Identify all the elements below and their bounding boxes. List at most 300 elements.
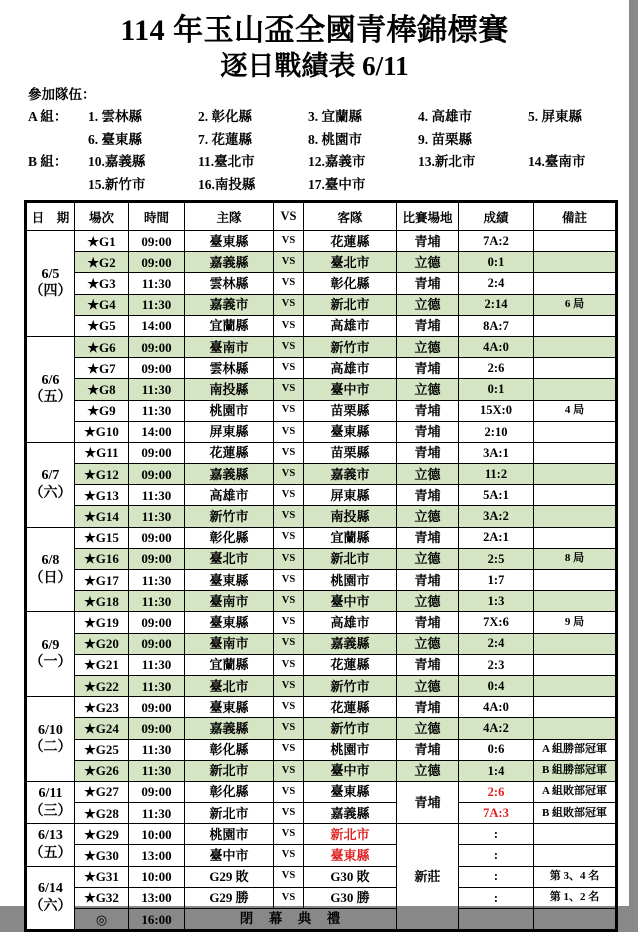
schedule-table (24, 200, 618, 932)
away-team-cell: 臺北市 (304, 252, 397, 273)
note-cell (534, 231, 617, 252)
time-cell: 11:30 (129, 485, 185, 506)
game-number-cell: ★G16 (75, 548, 129, 569)
time-cell: 11:30 (129, 760, 185, 781)
score-cell: 4A:0 (459, 336, 534, 357)
home-team-cell: 臺北市 (185, 548, 274, 569)
time-cell: 09:00 (129, 633, 185, 654)
vs-cell: VS (274, 506, 304, 527)
away-team-cell: 花蓮縣 (304, 697, 397, 718)
score-cell: 2:4 (459, 633, 534, 654)
table-row (26, 845, 617, 866)
table-row (26, 909, 617, 931)
away-team-cell: 臺東縣 (304, 781, 397, 802)
home-team-cell: 桃園市 (185, 824, 274, 845)
team-item: 5. 屏東縣 (528, 109, 582, 124)
away-team-cell: 高雄市 (304, 358, 397, 379)
time-cell: 11:30 (129, 379, 185, 400)
home-team-cell: 臺南市 (185, 591, 274, 612)
away-team-cell: 嘉義縣 (304, 803, 397, 824)
col-header-1: 場次 (75, 202, 129, 231)
game-number-cell: ★G4 (75, 294, 129, 315)
venue-cell: 立德 (397, 675, 459, 696)
time-cell: 09:00 (129, 231, 185, 252)
note-cell (534, 654, 617, 675)
vs-cell: VS (274, 824, 304, 845)
time-cell: 16:00 (129, 909, 185, 931)
table-row (26, 654, 617, 675)
game-number-cell: ★G28 (75, 803, 129, 824)
game-number-cell: ★G29 (75, 824, 129, 845)
game-number-cell: ★G24 (75, 718, 129, 739)
table-row (26, 485, 617, 506)
game-number-cell: ★G15 (75, 527, 129, 548)
table-row (26, 675, 617, 696)
time-cell: 09:00 (129, 252, 185, 273)
venue-cell: 立德 (397, 336, 459, 357)
col-header-7: 成績 (459, 202, 534, 231)
time-cell: 09:00 (129, 358, 185, 379)
group-label (28, 129, 88, 152)
table-row (26, 273, 617, 294)
venue-cell: 立德 (397, 294, 459, 315)
venue-cell: 青埔 (397, 739, 459, 760)
table-row (26, 781, 617, 802)
game-number-cell: ★G2 (75, 252, 129, 273)
game-number-cell: ★G5 (75, 315, 129, 336)
home-team-cell: 彰化縣 (185, 527, 274, 548)
col-header-4: VS (274, 202, 304, 231)
home-team-cell: 宜蘭縣 (185, 315, 274, 336)
score-cell: 15X:0 (459, 400, 534, 421)
game-number-cell: ★G20 (75, 633, 129, 654)
game-number-cell: ★G18 (75, 591, 129, 612)
vs-cell: VS (274, 718, 304, 739)
note-cell (534, 273, 617, 294)
vs-cell: VS (274, 591, 304, 612)
game-number-cell: ★G1 (75, 231, 129, 252)
time-cell: 11:30 (129, 400, 185, 421)
away-team-cell: G30 敗 (304, 866, 397, 887)
venue-cell: 青埔 (397, 442, 459, 463)
score-cell: 3A:2 (459, 506, 534, 527)
game-number-cell: ★G27 (75, 781, 129, 802)
home-team-cell: 雲林縣 (185, 358, 274, 379)
game-number-cell: ★G3 (75, 273, 129, 294)
time-cell: 09:00 (129, 697, 185, 718)
date-cell: 6/11 （三） (26, 781, 75, 823)
note-cell (534, 379, 617, 400)
venue-cell: 立德 (397, 379, 459, 400)
home-team-cell: 彰化縣 (185, 781, 274, 802)
note-cell: A 組敗部冠軍 (534, 781, 617, 802)
vs-cell: VS (274, 739, 304, 760)
note-cell (534, 252, 617, 273)
vs-cell: VS (274, 781, 304, 802)
score-cell: 2:6 (459, 358, 534, 379)
game-number-cell: ◎ (75, 909, 129, 931)
score-cell: 4A:2 (459, 718, 534, 739)
participants-list (28, 106, 638, 196)
time-cell: 11:30 (129, 675, 185, 696)
note-cell (534, 633, 617, 654)
note-cell (534, 442, 617, 463)
date-cell: 6/10 （二） (26, 697, 75, 782)
away-team-cell: 嘉義縣 (304, 633, 397, 654)
home-team-cell: G29 敗 (185, 866, 274, 887)
home-team-cell: 臺中市 (185, 845, 274, 866)
note-cell (534, 336, 617, 357)
note-cell (534, 485, 617, 506)
score-cell: : (459, 866, 534, 887)
note-cell: 6 局 (534, 294, 617, 315)
away-team-cell: 桃園市 (304, 570, 397, 591)
time-cell: 09:00 (129, 442, 185, 463)
table-row (26, 803, 617, 824)
home-team-cell: 宜蘭縣 (185, 654, 274, 675)
venue-cell: 青埔 (397, 231, 459, 252)
table-row (26, 464, 617, 485)
score-cell: 2:6 (459, 781, 534, 802)
date-cell: 6/13 （五） (26, 824, 75, 866)
venue-cell: 立德 (397, 760, 459, 781)
away-team-cell: 高雄市 (304, 612, 397, 633)
note-cell: 第 3、4 名 (534, 866, 617, 887)
date-cell: 6/9 （一） (26, 612, 75, 697)
game-number-cell: ★G10 (75, 421, 129, 442)
score-cell: 2:10 (459, 421, 534, 442)
note-cell (534, 824, 617, 845)
table-row (26, 760, 617, 781)
away-team-cell: 苗栗縣 (304, 400, 397, 421)
note-cell (534, 527, 617, 548)
game-number-cell: ★G17 (75, 570, 129, 591)
vs-cell: VS (274, 548, 304, 569)
team-item: 8. 桃園市 (308, 131, 362, 147)
time-cell: 14:00 (129, 315, 185, 336)
participants-section (28, 84, 638, 196)
venue-cell: 青埔 (397, 570, 459, 591)
note-cell (534, 675, 617, 696)
away-team-cell: 高雄市 (304, 315, 397, 336)
table-row (26, 315, 617, 336)
team-item: 15.新竹市 (88, 176, 146, 192)
note-cell (534, 358, 617, 379)
team-item: 4. 高雄市 (418, 109, 472, 124)
venue-cell: 青埔 (397, 527, 459, 548)
table-row (26, 358, 617, 379)
score-cell: 2:4 (459, 273, 534, 294)
date-cell: 6/5 （四） (26, 231, 75, 337)
away-team-cell: G30 勝 (304, 887, 397, 908)
time-cell: 11:30 (129, 570, 185, 591)
home-team-cell: 桃園市 (185, 400, 274, 421)
header-row (26, 202, 617, 231)
score-cell: 0:4 (459, 675, 534, 696)
note-cell: 8 局 (534, 548, 617, 569)
venue-cell: 青埔 (397, 273, 459, 294)
table-row (26, 336, 617, 357)
participant-line (28, 151, 638, 174)
time-cell: 11:30 (129, 294, 185, 315)
home-team-cell: 新北市 (185, 760, 274, 781)
away-team-cell: 彰化縣 (304, 273, 397, 294)
home-team-cell: 嘉義市 (185, 294, 274, 315)
game-number-cell: ★G13 (75, 485, 129, 506)
vs-cell: VS (274, 379, 304, 400)
away-team-cell: 臺東縣 (304, 421, 397, 442)
score-cell: 11:2 (459, 464, 534, 485)
score-cell: 2A:1 (459, 527, 534, 548)
score-cell: 1:7 (459, 570, 534, 591)
col-header-2: 時間 (129, 202, 185, 231)
col-header-5: 客隊 (304, 202, 397, 231)
participant-line (28, 129, 638, 152)
venue-cell: 立德 (397, 464, 459, 485)
venue-cell: 青埔 (397, 612, 459, 633)
vs-cell: VS (274, 803, 304, 824)
venue-cell: 青埔 (397, 485, 459, 506)
time-cell: 09:00 (129, 336, 185, 357)
vs-cell: VS (274, 315, 304, 336)
time-cell: 10:00 (129, 824, 185, 845)
score-cell (459, 909, 534, 931)
score-cell: 7A:2 (459, 231, 534, 252)
score-cell: : (459, 845, 534, 866)
note-cell (534, 697, 617, 718)
table-row (26, 612, 617, 633)
home-team-cell: 花蓮縣 (185, 442, 274, 463)
venue-cell: 立德 (397, 506, 459, 527)
table-row (26, 718, 617, 739)
away-team-cell: 桃園市 (304, 739, 397, 760)
time-cell: 11:30 (129, 654, 185, 675)
date-cell: 6/7 （六） (26, 442, 75, 527)
time-cell: 11:30 (129, 803, 185, 824)
score-cell: 4A:0 (459, 697, 534, 718)
vs-cell: VS (274, 866, 304, 887)
time-cell: 11:30 (129, 273, 185, 294)
date-cell: 6/8 （日） (26, 527, 75, 612)
venue-cell: 青埔 (397, 400, 459, 421)
game-number-cell: ★G21 (75, 654, 129, 675)
score-cell: 7X:6 (459, 612, 534, 633)
game-number-cell: ★G30 (75, 845, 129, 866)
game-number-cell: ★G9 (75, 400, 129, 421)
game-number-cell: ★G6 (75, 336, 129, 357)
page-title: 114 年玉山盃全國青棒錦標賽 (120, 14, 509, 47)
away-team-cell: 苗栗縣 (304, 442, 397, 463)
team-item: 13.新北市 (418, 154, 476, 169)
note-cell (534, 315, 617, 336)
away-team-cell: 屏東縣 (304, 485, 397, 506)
table-row (26, 697, 617, 718)
home-team-cell: 臺北市 (185, 675, 274, 696)
date-cell: 6/6 （五） (26, 336, 75, 442)
note-cell (534, 570, 617, 591)
note-cell (534, 591, 617, 612)
game-number-cell: ★G12 (75, 464, 129, 485)
score-cell: 1:3 (459, 591, 534, 612)
team-item: 1. 雲林縣 (88, 109, 142, 124)
team-item: 14.臺南市 (528, 154, 586, 169)
venue-cell: 立德 (397, 591, 459, 612)
vs-cell: VS (274, 845, 304, 866)
note-cell: A 組勝部冠軍 (534, 739, 617, 760)
home-team-cell: 彰化縣 (185, 739, 274, 760)
home-team-cell: 新北市 (185, 803, 274, 824)
away-team-cell: 花蓮縣 (304, 654, 397, 675)
score-cell: : (459, 887, 534, 908)
venue-cell: 立德 (397, 633, 459, 654)
table-row (26, 294, 617, 315)
home-team-cell: 臺東縣 (185, 231, 274, 252)
vs-cell: VS (274, 633, 304, 654)
home-team-cell: 臺南市 (185, 336, 274, 357)
vs-cell: VS (274, 887, 304, 908)
score-cell: 2:14 (459, 294, 534, 315)
date-cell: 6/14 （六） (26, 866, 75, 931)
time-cell: 11:30 (129, 506, 185, 527)
game-number-cell: ★G25 (75, 739, 129, 760)
note-cell (534, 845, 617, 866)
time-cell: 13:00 (129, 887, 185, 908)
time-cell: 09:00 (129, 527, 185, 548)
vs-cell: VS (274, 527, 304, 548)
time-cell: 09:00 (129, 464, 185, 485)
home-team-cell: G29 勝 (185, 887, 274, 908)
time-cell: 11:30 (129, 739, 185, 760)
home-team-cell: 雲林縣 (185, 273, 274, 294)
game-number-cell: ★G19 (75, 612, 129, 633)
table-row (26, 421, 617, 442)
note-cell (534, 506, 617, 527)
note-cell (534, 421, 617, 442)
vs-cell: VS (274, 675, 304, 696)
home-team-cell: 臺東縣 (185, 612, 274, 633)
team-item: 3. 宜蘭縣 (308, 109, 362, 124)
venue-cell: 青埔 (397, 358, 459, 379)
venue-cell: 青埔 (397, 315, 459, 336)
note-cell: 9 局 (534, 612, 617, 633)
game-number-cell: ★G32 (75, 887, 129, 908)
away-team-cell: 嘉義市 (304, 464, 397, 485)
page-subtitle: 逐日戰績表 6/11 (220, 51, 409, 81)
note-cell: B 組勝部冠軍 (534, 760, 617, 781)
away-team-cell: 花蓮縣 (304, 231, 397, 252)
team-item: 16.南投縣 (198, 176, 256, 192)
vs-cell: VS (274, 485, 304, 506)
table-row (26, 739, 617, 760)
time-cell: 11:30 (129, 591, 185, 612)
note-cell (534, 718, 617, 739)
note-cell (534, 464, 617, 485)
vs-cell: VS (274, 252, 304, 273)
venue-cell: 立德 (397, 548, 459, 569)
venue-cell: 立德 (397, 718, 459, 739)
game-number-cell: ★G11 (75, 442, 129, 463)
table-row (26, 400, 617, 421)
group-label: B 組： (28, 154, 68, 169)
game-number-cell: ★G8 (75, 379, 129, 400)
home-team-cell: 南投縣 (185, 379, 274, 400)
ceremony-cell: 閉 幕 典 禮 (185, 909, 397, 931)
col-header-3: 主隊 (185, 202, 274, 231)
score-cell: 2:3 (459, 654, 534, 675)
vs-cell: VS (274, 358, 304, 379)
away-team-cell: 新北市 (304, 294, 397, 315)
team-item: 6. 臺東縣 (88, 131, 142, 147)
home-team-cell: 臺南市 (185, 633, 274, 654)
table-row (26, 824, 617, 845)
away-team-cell: 新竹市 (304, 675, 397, 696)
table-row (26, 633, 617, 654)
col-header-0: 日 期 (26, 202, 75, 231)
game-number-cell: ★G31 (75, 866, 129, 887)
away-team-cell: 南投縣 (304, 506, 397, 527)
game-number-cell: ★G14 (75, 506, 129, 527)
col-header-8: 備註 (534, 202, 617, 231)
home-team-cell: 嘉義縣 (185, 718, 274, 739)
home-team-cell: 屏東縣 (185, 421, 274, 442)
vs-cell: VS (274, 570, 304, 591)
home-team-cell: 嘉義縣 (185, 464, 274, 485)
home-team-cell: 高雄市 (185, 485, 274, 506)
venue-cell: 青埔 (397, 781, 459, 823)
venue-cell: 青埔 (397, 421, 459, 442)
score-cell: 3A:1 (459, 442, 534, 463)
team-item: 2. 彰化縣 (198, 109, 252, 124)
vs-cell: VS (274, 231, 304, 252)
vs-cell: VS (274, 273, 304, 294)
score-cell: 2:5 (459, 548, 534, 569)
venue-cell: 青埔 (397, 697, 459, 718)
game-number-cell: ★G7 (75, 358, 129, 379)
note-cell: 4 局 (534, 400, 617, 421)
vs-cell: VS (274, 612, 304, 633)
away-team-cell: 宜蘭縣 (304, 527, 397, 548)
col-header-6: 比賽場地 (397, 202, 459, 231)
table-row (26, 379, 617, 400)
vs-cell: VS (274, 760, 304, 781)
team-item: 10.嘉義縣 (88, 154, 146, 169)
note-cell (534, 909, 617, 931)
participant-line (28, 106, 638, 129)
table-row (26, 591, 617, 612)
score-cell: 5A:1 (459, 485, 534, 506)
participant-line (28, 174, 638, 197)
vs-cell: VS (274, 421, 304, 442)
time-cell: 09:00 (129, 612, 185, 633)
venue-cell: 青埔 (397, 654, 459, 675)
vs-cell: VS (274, 464, 304, 485)
score-cell: 0:6 (459, 739, 534, 760)
score-cell: 1:4 (459, 760, 534, 781)
team-item: 12.嘉義市 (308, 154, 366, 169)
table-row (26, 866, 617, 887)
table-row (26, 548, 617, 569)
home-team-cell: 臺東縣 (185, 570, 274, 591)
table-row (26, 231, 617, 252)
time-cell: 09:00 (129, 781, 185, 802)
vs-cell: VS (274, 654, 304, 675)
participants-label: 參加隊伍： (28, 87, 96, 102)
time-cell: 09:00 (129, 718, 185, 739)
team-item: 17.臺中市 (308, 176, 366, 192)
away-team-cell: 臺中市 (304, 591, 397, 612)
venue-cell: 新莊 (397, 824, 459, 931)
score-cell: : (459, 824, 534, 845)
